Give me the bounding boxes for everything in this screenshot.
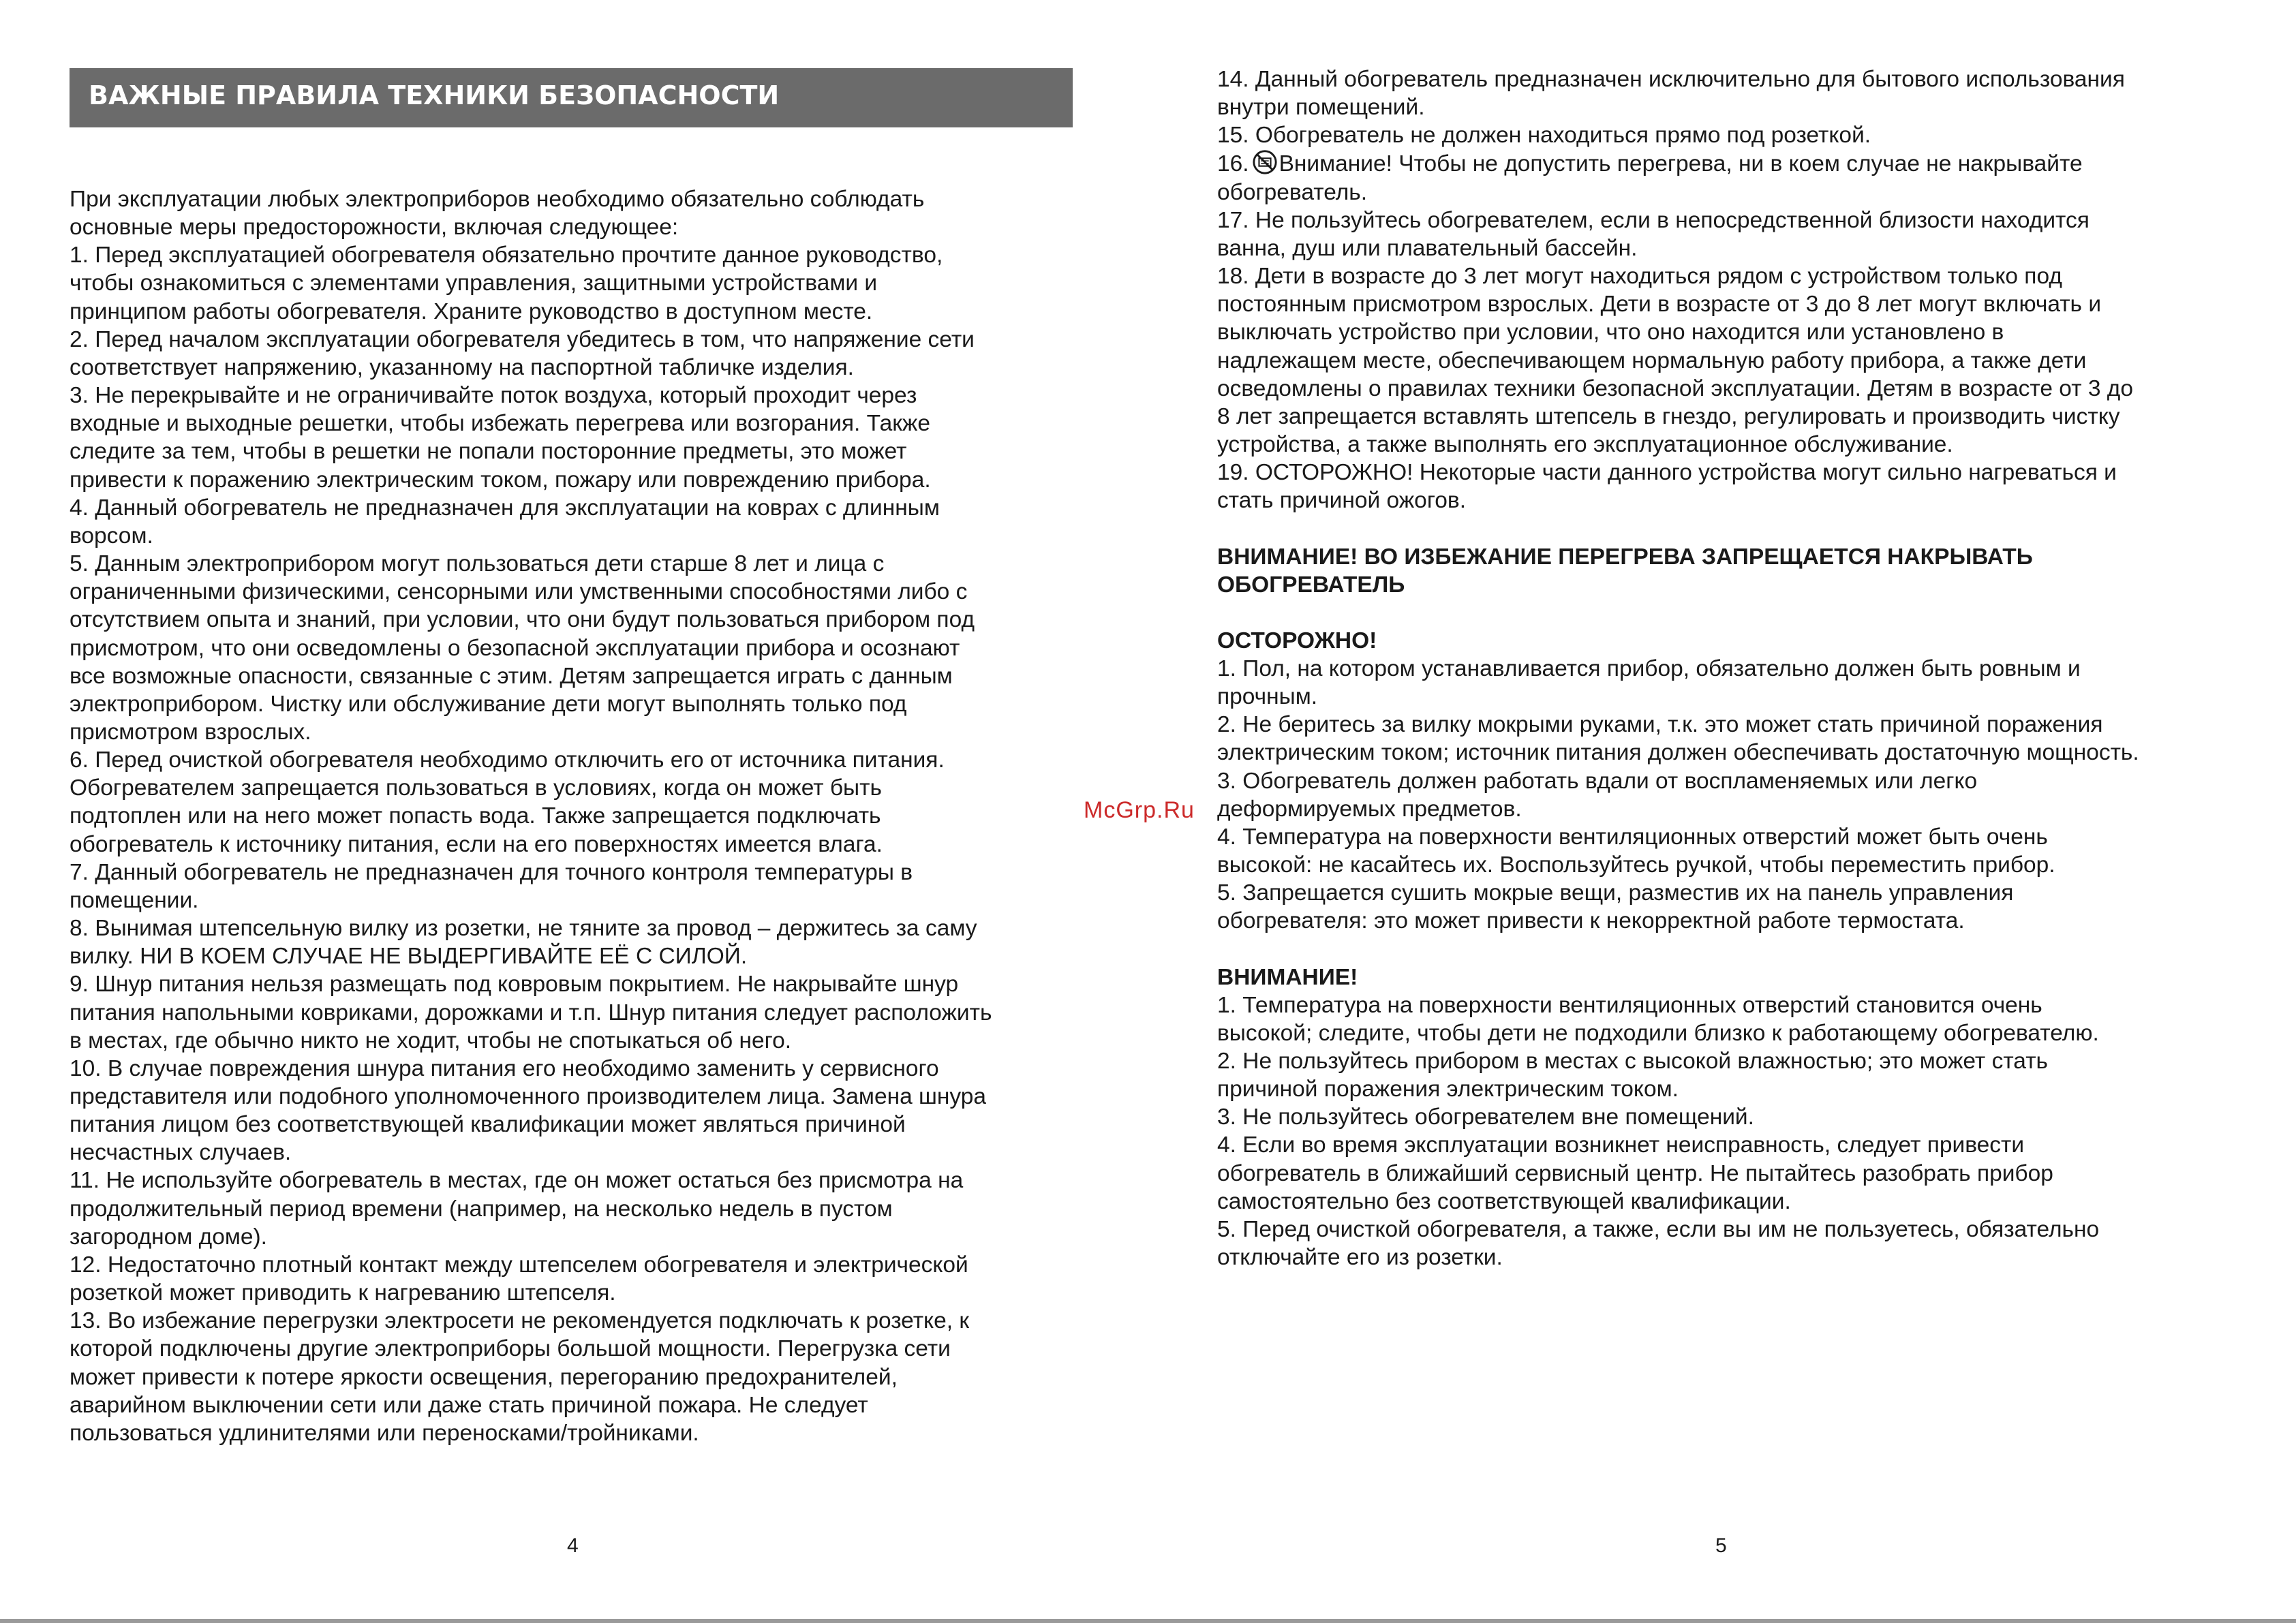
list-item-line: 14. Данный обогреватель предназначен исключительно для бытового использования [1217,67,2125,92]
paragraph-line: вилку. НИ В КОЕМ СЛУЧАЕ НЕ ВЫДЕРГИВАЙТЕ ЕЁ С СИЛОЙ. [70,944,748,970]
list-item-line: 8 лет запрещается вставлять штепсель в гнездо, регулировать и производить чистку [1217,403,2120,429]
attention-item-line: обогреватель в ближайший сервисный центр. Не пытайтесь разобрать прибор [1217,1160,2053,1186]
caution-item [1217,711,2239,767]
paragraph-line: все возможные опасности, связанные с этим. Детям запрещается играть с данным [70,663,953,689]
paragraph-line: питания напольными ковриками, дорожками и т.п. Шнур питания следует расположить [70,1000,992,1025]
attention-items-list [1217,991,2239,1272]
caution-item [1217,655,2239,711]
left-paragraphs [70,185,1078,1447]
paragraph-line: 7. Данный обогреватель не предназначен для точного контроля температуры в [70,859,913,885]
paragraph-line: присмотром взрослых. [70,719,311,745]
attention-item-line: причиной поражения электрическим током. [1217,1077,1679,1102]
paragraph-line: 10. В случае повреждения шнура питания его необходимо заменить у сервисного [70,1055,939,1081]
list-item-line: постоянным присмотром взрослых. Дети в возрасте от 3 до 8 лет могут включать и [1217,292,2102,318]
list-item [1217,206,2239,262]
caution-item-line: обогревателя: это может привести к некорректной работе термостата. [1217,908,1965,934]
attention-item-line: 5. Перед очисткой обогревателя, а также, если вы им не пользуетесь, обязательно [1217,1216,2100,1242]
list-item [1217,121,2239,149]
attention-item-line: 2. Не пользуйтесь прибором в местах с высокой влажностью; это может стать [1217,1049,2048,1074]
list-item-line: выключать устройство при условии, что оно находится или установлено в [1217,320,2004,345]
attention-item-line: 1. Температура на поверхности вентиляционных отверстий становится очень [1217,992,2042,1018]
paragraph-line: следите за тем, чтобы в решетки не попали посторонние предметы, это может [70,439,907,465]
attention-item [1217,991,2239,1047]
item-16-number: 16. [1217,151,1249,177]
right-page [1217,65,2239,1271]
list-item-line: стать причиной ожогов. [1217,488,1467,514]
caution-item-line: 1. Пол, на котором устанавливается прибор, обязательно должен быть ровным и [1217,655,2081,681]
paragraph-line: входные и выходные решетки, чтобы избежать перегрева или возгорания. Также [70,411,930,437]
caution-item [1217,879,2239,935]
page-number-left: 4 [567,1534,579,1557]
paragraph-line: принципом работы обогревателя. Храните руководство в доступном месте. [70,298,873,324]
attention-item [1217,1047,2239,1103]
paragraph [70,326,1078,382]
paragraph-line: несчастных случаев. [70,1140,292,1166]
caution-item-line: электрическим током; источник питания должен обеспечивать достаточную мощность. [1217,740,2139,766]
paragraph-line: розеткой может приводить к нагреванию штепселя. [70,1280,616,1306]
paragraph-line: 12. Недостаточно плотный контакт между штепселем обогревателя и электрической [70,1252,968,1278]
list-item-line: 15. Обогреватель не должен находиться прямо под розеткой. [1217,123,1871,149]
paragraph-line: Обогревателем запрещается пользоваться в условиях, когда он может быть [70,775,882,801]
paragraph-line: основные меры предосторожности, включая следующее: [70,215,679,241]
paragraph-line: отсутствием опыта и знаний, при условии, что они будут пользоваться прибором под [70,607,975,633]
left-page [70,185,1078,1447]
do-not-cover-icon [1252,149,1278,175]
paragraph-line: электроприбором. Чистку или обслуживание дети могут выполнять только под [70,691,907,717]
paragraph-line: 4. Данный обогреватель не предназначен для эксплуатации на коврах с длинным [70,495,940,521]
paragraph [70,1307,1078,1447]
paragraph [70,1166,1078,1250]
right-items-after-list [1217,206,2239,515]
paragraph-line: может привести к потере яркости освещения, перегоранию предохранителей, [70,1364,898,1390]
caution-item-line: высокой: не касайтесь их. Воспользуйтесь ручкой, чтобы переместить прибор. [1217,852,2055,878]
paragraph-line: в местах, где обычно никто не ходит, чтобы не спотыкаться об него. [70,1027,792,1053]
caution-item [1217,823,2239,879]
paragraph-line: питания лицом без соответствующей квалификации может являться причиной [70,1112,906,1138]
caution-items-list [1217,655,2239,936]
paragraph [70,1055,1078,1167]
paragraph-line: 8. Вынимая штепсельную вилку из розетки, не тяните за провод – держитесь за саму [70,916,977,942]
caution-item-line: 2. Не беритесь за вилку мокрыми руками, т.к. это может стать причиной поражения [1217,712,2103,738]
paragraph-line: 1. Перед эксплуатацией обогревателя обязательно прочтите данное руководство, [70,243,943,268]
caution-item [1217,767,2239,823]
paragraph-line: аварийном выключении сети или даже стать причиной пожара. Не следует [70,1392,868,1418]
attention-item-line: самостоятельно без соответствующей квалификации. [1217,1188,1791,1214]
paragraph [70,185,1078,241]
paragraph-line: ворсом. [70,523,153,548]
list-item-line: 17. Не пользуйтесь обогревателем, если в непосредственной близости находится [1217,207,2090,233]
paragraph-line: 13. Во избежание перегрузки электросети не рекомендуется подключать к розетке, к [70,1308,969,1334]
paragraph-line: 5. Данным электроприбором могут пользоваться дети старше 8 лет и лица с [70,551,885,577]
paragraph [70,382,1078,494]
list-item-line: осведомлены о правилах техники безопасной эксплуатации. Детям в возрасте от 3 до [1217,375,2133,401]
overheat-warning-heading: ВНИМАНИЕ! ВО ИЗБЕЖАНИЕ ПЕРЕГРЕВА ЗАПРЕЩАЕТСЯ НАКРЫВАТЬ ОБОГРЕВАТЕЛЬ [1217,544,2033,598]
paragraph-line: соответствует напряжению, указанному на паспортной табличке изделия. [70,354,854,380]
attention-item [1217,1131,2239,1215]
attention-item-line: отключайте его из розетки. [1217,1245,1503,1271]
paragraph-line: пользоваться удлинителями или переносками/тройниками. [70,1420,699,1446]
watermark: McGrp.Ru [1084,797,1195,823]
list-item-line: ванна, душ или плавательный бассейн. [1217,235,1638,261]
item-16-text-cont: обогреватель. [1217,179,1368,205]
section-title-bar: ВАЖНЫЕ ПРАВИЛА ТЕХНИКИ БЕЗОПАСНОСТИ [70,68,1073,127]
list-item-line: 18. Дети в возрасте до 3 лет могут находиться рядом с устройством только под [1217,264,2062,290]
caution-item-line: 3. Обогреватель должен работать вдали от воспламеняемых или легко [1217,768,1978,794]
paragraph-line: 3. Не перекрывайте и не ограничивайте поток воздуха, который проходит через [70,383,917,409]
paragraph-line: ограниченными физическими, сенсорными или умственными способностями либо с [70,579,968,605]
caution-item-line: 4. Температура на поверхности вентиляционных отверстий может быть очень [1217,824,2048,850]
attention-item [1217,1216,2239,1271]
paragraph-line: загородном доме). [70,1224,267,1250]
attention-item-line: 4. Если во время эксплуатации возникнет неисправность, следует привести [1217,1132,2025,1158]
list-item [1217,459,2239,514]
paragraph-line: 9. Шнур питания нельзя размещать под ковровым покрытием. Не накрывайте шнур [70,972,959,998]
attention-item-line: 3. Не пользуйтесь обогревателем вне помещений. [1217,1104,1754,1130]
caution-item-line: деформируемых предметов. [1217,796,1522,822]
paragraph-line: 2. Перед началом эксплуатации обогревателя убедитесь в том, что напряжение сети [70,326,975,352]
attention-heading: ВНИМАНИЕ! [1217,964,1358,990]
bottom-border [0,1619,2296,1623]
list-item-line: 19. ОСТОРОЖНО! Некоторые части данного устройства могут сильно нагреваться и [1217,460,2117,486]
paragraph-line: присмотром, что они осведомлены о безопасной эксплуатации прибора и осознают [70,635,960,661]
paragraph-line: При эксплуатации любых электроприборов необходимо обязательно соблюдать [70,187,925,212]
paragraph-line: обогреватель к источнику питания, если на его поверхностях имеется влага. [70,831,883,857]
list-item-line: внутри помещений. [1217,95,1425,121]
paragraph-line: помещении. [70,887,199,913]
paragraph [70,550,1078,746]
paragraph-line: представителя или подобного уполномоченного производителем лица. Замена шнура [70,1084,987,1109]
item-16 [1217,149,2239,206]
paragraph-line: чтобы ознакомиться с элементами управления, защитными устройствами и [70,270,878,296]
paragraph-line: привести к поражению электрическим током, пожару или повреждению прибора. [70,467,931,493]
list-item [1217,262,2239,459]
paragraph-line: продолжительный период времени (например, на несколько недель в пустом [70,1196,893,1222]
attention-item [1217,1103,2239,1131]
item-16-text: Внимание! Чтобы не допустить перегрева, ни в коем случае не накрывайте [1279,151,2083,177]
paragraph-line: 6. Перед очисткой обогревателя необходимо отключить его от источника питания. [70,747,945,773]
paragraph [70,859,1078,914]
right-items-list [1217,65,2239,149]
paragraph [70,970,1078,1054]
paragraph [70,746,1078,859]
paragraph [70,241,1078,325]
attention-item-line: высокой; следите, чтобы дети не подходили близко к работающему обогревателю. [1217,1020,2099,1046]
caution-item-line: 5. Запрещается сушить мокрые вещи, разместив их на панель управления [1217,880,2014,906]
list-item-line: устройства, а также выполнять его эксплуатационное обслуживание. [1217,432,1953,458]
paragraph-line: которой подключены другие электроприборы большой мощности. Перегрузка сети [70,1336,951,1362]
paragraph [70,494,1078,550]
page-number-right: 5 [1715,1534,1727,1557]
caution-heading: ОСТОРОЖНО! [1217,628,1377,653]
paragraph [70,914,1078,970]
paragraph-line: 11. Не используйте обогреватель в местах, где он может остаться без присмотра на [70,1168,964,1194]
paragraph-line: подтоплен или на него может попасть вода. Также запрещается подключать [70,803,881,829]
paragraph [70,1251,1078,1307]
list-item-line: надлежащем месте, обеспечивающем нормальную работу прибора, а также дети [1217,347,2087,373]
list-item [1217,65,2239,121]
caution-item-line: прочным. [1217,684,1318,710]
